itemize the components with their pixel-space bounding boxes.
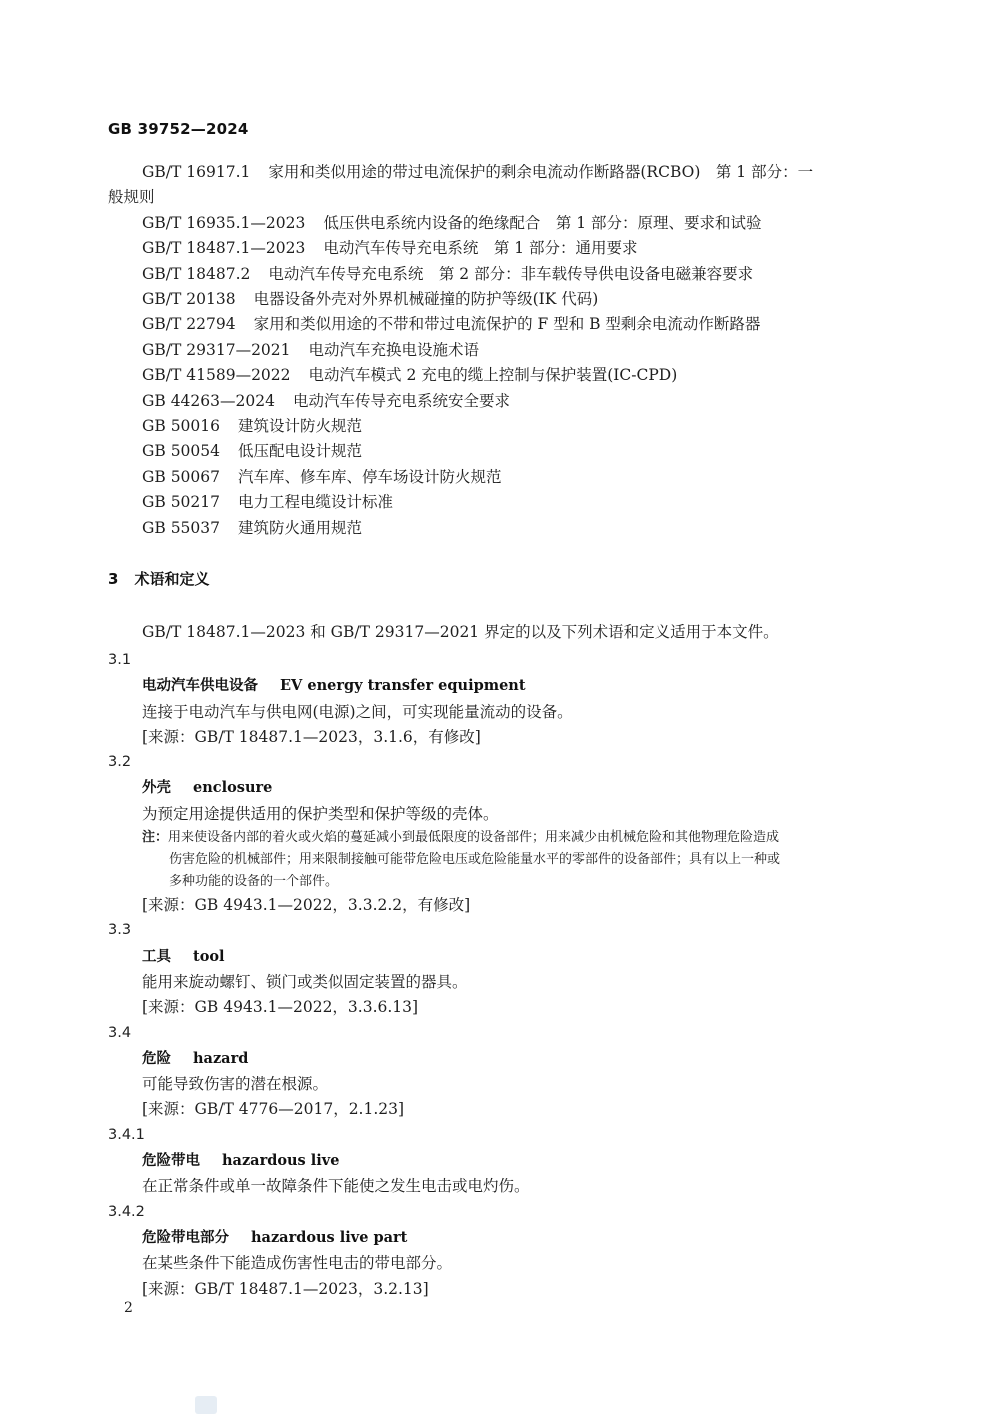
term-en: EV energy transfer equipment bbox=[280, 677, 526, 695]
entry-number: 3.3 bbox=[108, 922, 132, 939]
term-definition: 为预定用途提供适用的保护类型和保护等级的壳体。 bbox=[142, 804, 499, 823]
entry-number: 3.4 bbox=[108, 1024, 132, 1041]
note-line: 多种功能的设备的一个部件。 bbox=[169, 874, 339, 890]
note-line: 用来使设备内部的着火或火焰的蔓延减小到最低限度的设备部件；用来减少由机械危险和其他物理危险造成 bbox=[168, 830, 780, 846]
term-zh: 工具 bbox=[142, 948, 171, 965]
term-heading bbox=[142, 1046, 1000, 1072]
normative-references-list bbox=[0, 160, 1000, 541]
term-heading bbox=[142, 775, 1000, 801]
section-title: 术语和定义 bbox=[134, 570, 210, 588]
reference-code: GB 50067 bbox=[142, 467, 221, 486]
reference-code: GB 50016 bbox=[142, 417, 221, 436]
terms-list bbox=[0, 648, 1000, 1302]
term-heading bbox=[142, 673, 1000, 699]
reference-item bbox=[0, 490, 1000, 515]
reference-item bbox=[0, 236, 1000, 261]
reference-item bbox=[0, 363, 1000, 388]
term-definition: 可能导致伤害的潜在根源。 bbox=[142, 1075, 329, 1094]
term-en: enclosure bbox=[193, 779, 273, 797]
term-entry bbox=[0, 648, 1000, 750]
term-heading bbox=[142, 1225, 1000, 1251]
term-definition: 能用来旋动螺钉、锁门或类似固定装置的器具。 bbox=[142, 972, 468, 991]
page-number: 2 bbox=[124, 1300, 133, 1316]
reference-code: GB 55037 bbox=[142, 518, 221, 537]
note-line: 伤害危险的机械部件；用来限制接触可能带危险电压或危险能量水平的零部件的设备部件；具有以上一种或 bbox=[169, 852, 781, 868]
reference-item bbox=[0, 211, 1000, 236]
reference-code: GB/T 16935.1—2023 bbox=[142, 213, 306, 232]
term-definition: 在某些条件下能造成伤害性电击的带电部分。 bbox=[142, 1254, 453, 1273]
term-heading bbox=[142, 1148, 1000, 1174]
term-definition: 在正常条件或单一故障条件下能使之发生电击或电灼伤。 bbox=[142, 1177, 530, 1196]
reference-title: 电力工程电缆设计标准 bbox=[238, 493, 394, 512]
term-zh: 电动汽车供电设备 bbox=[142, 678, 258, 695]
reference-title: 低压供电系统内设备的绝缘配合 第 1 部分：原理、要求和试验 bbox=[323, 213, 762, 232]
section-heading bbox=[108, 568, 209, 589]
reference-title: 低压配电设计规范 bbox=[238, 442, 363, 461]
reference-title: 汽车库、修车库、停车场设计防火规范 bbox=[238, 467, 502, 486]
reference-item bbox=[0, 338, 1000, 363]
term-zh: 危险 bbox=[142, 1050, 171, 1067]
reference-title: 电动汽车充换电设施术语 bbox=[308, 340, 480, 359]
reference-title: 建筑设计防火规范 bbox=[238, 417, 363, 436]
reference-item bbox=[0, 465, 1000, 490]
reference-item bbox=[0, 439, 1000, 464]
term-entry bbox=[0, 1200, 1000, 1302]
term-note bbox=[142, 827, 1000, 893]
section-intro: GB/T 18487.1—2023 和 GB/T 29317—2021 界定的以及下列术语和定义适用于本文件。 bbox=[142, 623, 779, 641]
reference-title: 建筑防火通用规范 bbox=[238, 518, 363, 537]
reference-title: 电器设备外壳对外界机械碰撞的防护等级(IK 代码) bbox=[253, 290, 599, 309]
term-entry bbox=[0, 1123, 1000, 1200]
reference-code: GB 50217 bbox=[142, 493, 221, 512]
reference-title: 电动汽车传导充电系统安全要求 bbox=[292, 391, 510, 410]
entry-number: 3.4.1 bbox=[108, 1126, 145, 1143]
term-source: [来源：GB/T 4776—2017，2.1.23] bbox=[142, 1100, 405, 1119]
reference-code: GB/T 18487.2 bbox=[142, 264, 251, 283]
reference-code: GB/T 18487.1—2023 bbox=[142, 239, 306, 258]
entry-number: 3.1 bbox=[108, 652, 132, 668]
reference-title-continued: 般规则 bbox=[108, 188, 155, 207]
reference-item bbox=[0, 287, 1000, 312]
term-entry bbox=[0, 750, 1000, 918]
term-entry bbox=[0, 918, 1000, 1020]
reference-code: GB/T 41589—2022 bbox=[142, 366, 291, 385]
term-en: tool bbox=[193, 947, 225, 965]
term-heading bbox=[142, 944, 1000, 970]
reference-item bbox=[0, 160, 1000, 211]
term-source: [来源：GB/T 18487.1—2023，3.1.6，有修改] bbox=[142, 727, 481, 746]
term-zh: 外壳 bbox=[142, 780, 171, 797]
standard-number-header: GB 39752—2024 bbox=[108, 120, 249, 138]
term-zh: 危险带电部分 bbox=[142, 1229, 229, 1246]
reference-item bbox=[0, 262, 1000, 287]
reference-code: GB/T 29317—2021 bbox=[142, 340, 291, 359]
term-zh: 危险带电 bbox=[142, 1153, 200, 1170]
reference-item bbox=[0, 414, 1000, 439]
entry-number: 3.4.2 bbox=[108, 1203, 145, 1220]
reference-title: 家用和类似用途的不带和带过电流保护的 F 型和 B 型剩余电流动作断路器 bbox=[253, 315, 761, 334]
reference-item bbox=[0, 312, 1000, 337]
reference-title: 电动汽车模式 2 充电的缆上控制与保护装置(IC-CPD) bbox=[308, 366, 678, 385]
term-source: [来源：GB 4943.1—2022，3.3.2.2，有修改] bbox=[142, 896, 471, 915]
note-label: 注： bbox=[142, 830, 169, 846]
section-number: 3 bbox=[108, 570, 119, 588]
reference-code: GB/T 20138 bbox=[142, 290, 236, 309]
reference-title: 电动汽车传导充电系统 第 2 部分：非车载传导供电设备电磁兼容要求 bbox=[268, 264, 754, 283]
term-entry bbox=[0, 1021, 1000, 1123]
reference-item bbox=[0, 389, 1000, 414]
term-en: hazardous live part bbox=[251, 1228, 408, 1246]
reference-code: GB/T 22794 bbox=[142, 315, 236, 334]
reference-code: GB 44263—2024 bbox=[142, 391, 275, 410]
term-source: [来源：GB 4943.1—2022，3.3.6.13] bbox=[142, 998, 419, 1017]
reference-title: 家用和类似用途的带过电流保护的剩余电流动作断路器(RCBO) 第 1 部分：一 bbox=[268, 163, 814, 181]
term-en: hazardous live bbox=[222, 1152, 340, 1170]
scan-artifact bbox=[195, 1396, 217, 1414]
reference-code: GB/T 16917.1 bbox=[142, 163, 251, 181]
reference-item bbox=[0, 516, 1000, 541]
term-en: hazard bbox=[193, 1049, 249, 1067]
term-source: [来源：GB/T 18487.1—2023，3.2.13] bbox=[142, 1279, 429, 1298]
entry-number: 3.2 bbox=[108, 754, 132, 771]
reference-code: GB 50054 bbox=[142, 442, 221, 461]
reference-title: 电动汽车传导充电系统 第 1 部分：通用要求 bbox=[323, 239, 638, 258]
term-definition: 连接于电动汽车与供电网(电源)之间，可实现能量流动的设备。 bbox=[142, 702, 573, 721]
